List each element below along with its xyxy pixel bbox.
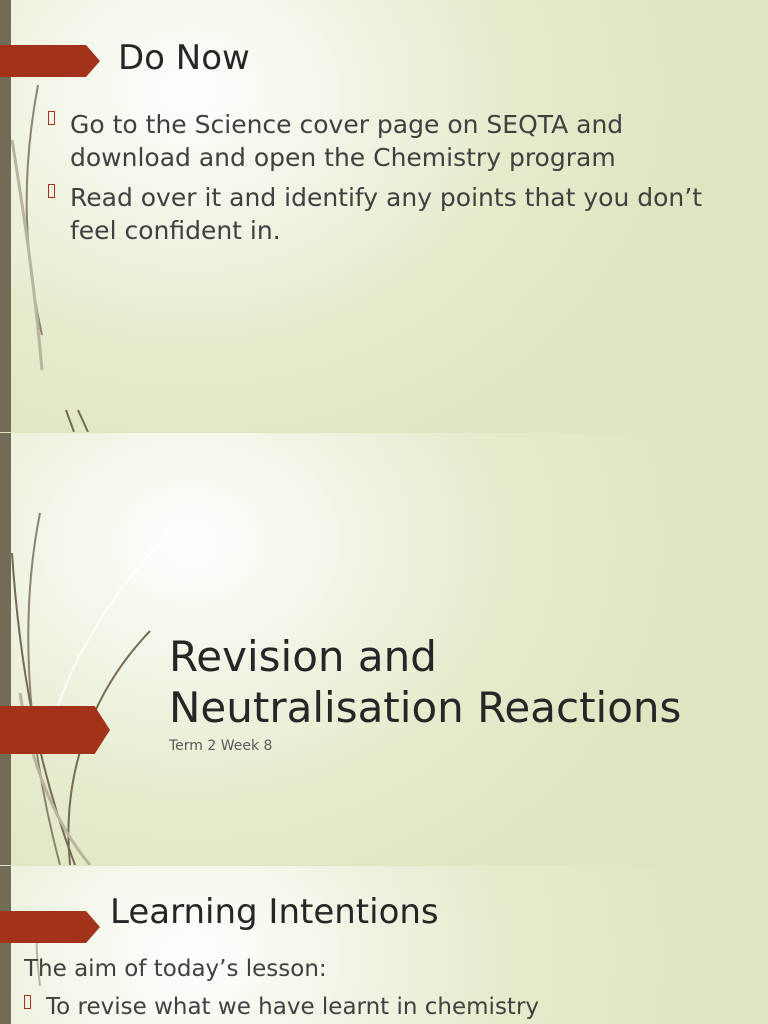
list-item [48,181,708,247]
title-ribbon [0,45,100,77]
slide-learning-intentions [0,866,768,1024]
bullet-list [48,108,708,247]
slide-title [169,631,681,733]
intro-text: The aim of today’s lesson: [24,956,327,982]
slide-side-bar [0,433,11,865]
slide-subtitle: Term 2 Week 8 [169,738,273,754]
bullet-icon [24,995,31,1009]
slide-side-bar [0,866,11,1024]
title-line: Neutralisation Reactions [169,683,682,732]
slide-title-page [0,433,768,865]
bullet-text: Go to the Science cover page on SEQTA and download and open the Chemistry program [70,110,624,172]
list-item [48,108,708,174]
bullet-list [24,992,744,1022]
bullet-text: Read over it and identify any points that you don’t feel confident in. [70,183,703,245]
title-ribbon [0,706,110,754]
title-line: Revision and [169,632,437,681]
slide-title: Learning Intentions [110,892,439,932]
bullet-icon [48,184,55,198]
bullet-text: To revise what we have learnt in chemistry [46,994,540,1020]
title-ribbon [0,911,100,943]
slide-title: Do Now [118,38,250,78]
bullet-icon [48,111,55,125]
list-item [24,992,744,1022]
slide-do-now [0,0,768,432]
